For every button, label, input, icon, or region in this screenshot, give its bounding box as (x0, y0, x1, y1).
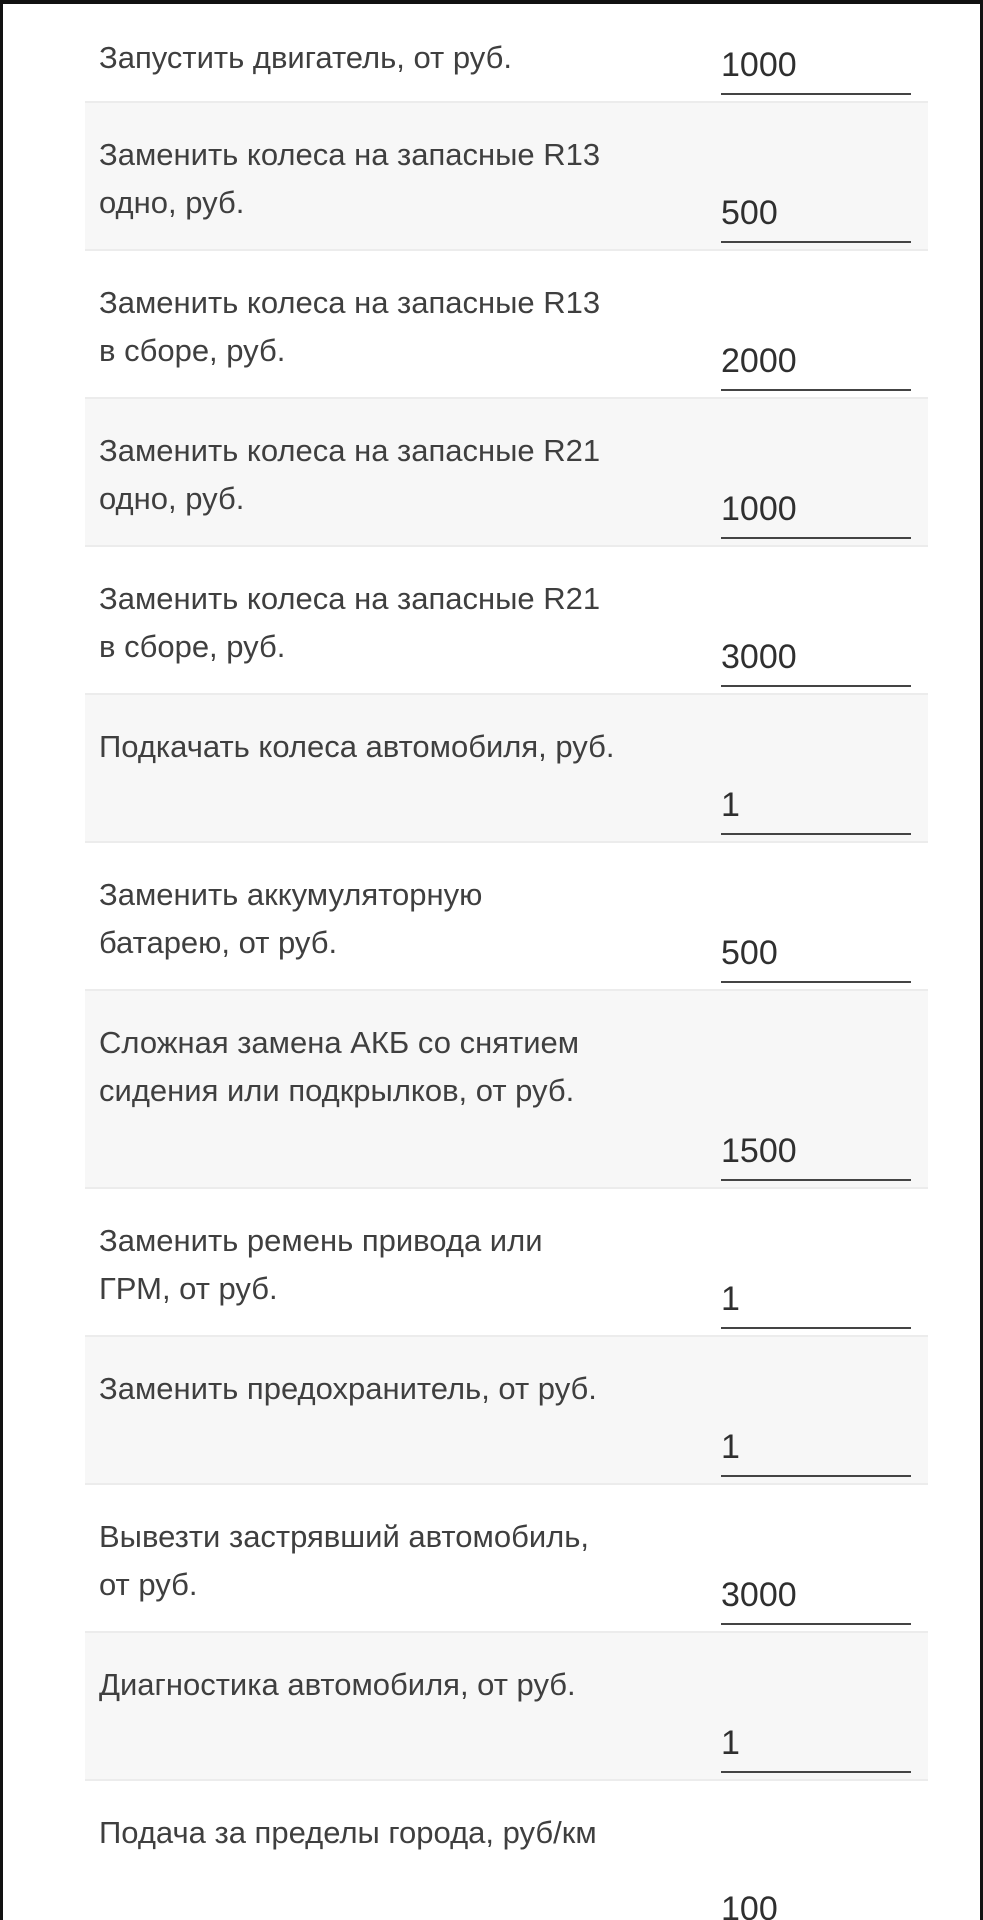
price-row-out-of-city (85, 1781, 928, 1920)
service-label: Заменить аккумуляторную батарею, от руб. (99, 877, 483, 960)
service-label: Заменить колеса на запасные R21 одно, руб. (99, 433, 601, 516)
price-value[interactable]: 3000 (721, 1576, 797, 1614)
service-label: Вывезти застрявший автомобиль, от руб. (99, 1519, 589, 1602)
price-input[interactable] (721, 1121, 911, 1181)
price-value[interactable]: 500 (721, 194, 778, 232)
price-row-wheel-r13-set (85, 251, 928, 399)
price-input[interactable] (721, 627, 911, 687)
service-label: Диагностика автомобиля, от руб. (99, 1667, 576, 1702)
price-row-wheel-r13-single (85, 103, 928, 251)
price-row-diagnostics (85, 1633, 928, 1781)
price-list (85, 6, 928, 1920)
price-input[interactable] (721, 1879, 911, 1920)
service-label: Заменить предохранитель, от руб. (99, 1371, 597, 1406)
service-label: Подача за пределы города, руб/км (99, 1815, 597, 1850)
price-value[interactable]: 1000 (721, 46, 797, 84)
price-input[interactable] (721, 35, 911, 95)
price-input[interactable] (721, 1565, 911, 1625)
service-label: Подкачать колеса автомобиля, руб. (99, 729, 615, 764)
price-value[interactable]: 1 (721, 1724, 740, 1762)
price-row-inflate-tires (85, 695, 928, 843)
price-value[interactable]: 100 (721, 1890, 778, 1920)
price-row-belt (85, 1189, 928, 1337)
price-input[interactable] (721, 775, 911, 835)
price-value[interactable]: 1 (721, 1428, 740, 1466)
price-value[interactable]: 1 (721, 1280, 740, 1318)
service-label: Заменить колеса на запасные R13 в сборе, руб. (99, 285, 601, 368)
price-row-battery (85, 843, 928, 991)
price-row-fuse (85, 1337, 928, 1485)
price-row-wheel-r21-set (85, 547, 928, 695)
price-input[interactable] (721, 331, 911, 391)
price-row-battery-complex (85, 991, 928, 1189)
price-input[interactable] (721, 479, 911, 539)
service-label: Сложная замена АКБ со снятием сидения или подкрылков, от руб. (99, 1025, 580, 1108)
price-value[interactable]: 1500 (721, 1132, 797, 1170)
service-label: Запустить двигатель, от руб. (99, 40, 512, 75)
price-value[interactable]: 2000 (721, 342, 797, 380)
price-value[interactable]: 1000 (721, 490, 797, 528)
price-input[interactable] (721, 183, 911, 243)
service-label: Заменить колеса на запасные R21 в сборе, руб. (99, 581, 601, 664)
price-input[interactable] (721, 1269, 911, 1329)
price-input[interactable] (721, 1417, 911, 1477)
price-value[interactable]: 500 (721, 934, 778, 972)
price-value[interactable]: 1 (721, 786, 740, 824)
price-input[interactable] (721, 923, 911, 983)
price-input[interactable] (721, 1713, 911, 1773)
price-value[interactable]: 3000 (721, 638, 797, 676)
service-label: Заменить ремень привода или ГРМ, от руб. (99, 1223, 543, 1306)
price-row-tow-stuck (85, 1485, 928, 1633)
price-row-start-engine (85, 6, 928, 103)
price-row-wheel-r21-single (85, 399, 928, 547)
service-label: Заменить колеса на запасные R13 одно, руб. (99, 137, 601, 220)
